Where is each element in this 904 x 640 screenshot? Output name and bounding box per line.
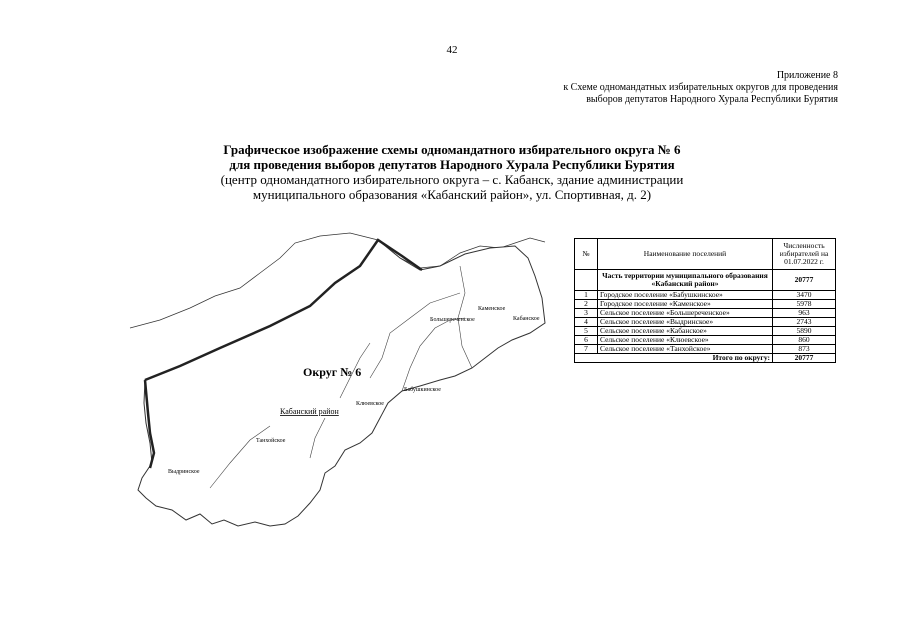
map-label-vydrinskoe: Выдринское (168, 469, 200, 475)
map-label-klyuevskoe: Клюевское (356, 401, 384, 407)
settlements-table (574, 238, 836, 363)
map-label-tankhoyskoe: Танхойское (256, 438, 286, 444)
row-no: 1 (575, 291, 598, 300)
total-count: 20777 (773, 354, 836, 363)
row-no: 5 (575, 327, 598, 336)
appendix-line: выборов депутатов Народного Хурала Республики Бурятия (586, 94, 838, 105)
row-name: Сельское поселение «Выдринское» (598, 318, 773, 327)
region-label: Кабанский район (280, 407, 339, 416)
row-name: Сельское поселение «Танхойское» (598, 345, 773, 354)
map-label-bolsherechenskoe: Большереченское (430, 317, 475, 323)
row-count: 2743 (773, 318, 836, 327)
row-no: 7 (575, 345, 598, 354)
row-no: 6 (575, 336, 598, 345)
document-title (0, 142, 904, 202)
row-count: 860 (773, 336, 836, 345)
row-name: Сельское поселение «Большереченское» (598, 309, 773, 318)
row-no: 3 (575, 309, 598, 318)
total-label: Итого по округу: (575, 354, 773, 363)
table-row-part (575, 270, 836, 291)
row-count: 5978 (773, 300, 836, 309)
title-line: для проведения выборов депутатов Народного Хурала Республики Бурятия (229, 157, 675, 172)
title-line: Графическое изображение схемы одномандатного избирательного округа № 6 (223, 142, 681, 157)
row-name: Городское поселение «Бабушкинское» (598, 291, 773, 300)
district-map (120, 228, 560, 558)
map-label-babushkinskoe: Бабушкинское (404, 387, 441, 393)
map-label-kamenskoe: Каменское (478, 306, 506, 312)
row-no: 2 (575, 300, 598, 309)
row-count: 5890 (773, 327, 836, 336)
part-count: 20777 (773, 270, 836, 291)
map-label-kabanskoe: Кабанское (513, 316, 540, 322)
row-name: Городское поселение «Каменское» (598, 300, 773, 309)
row-no: 4 (575, 318, 598, 327)
row-count: 3470 (773, 291, 836, 300)
appendix-line: к Схеме одномандатных избирательных округов для проведения (563, 82, 838, 93)
part-name: Часть территории муниципального образования «Кабанский район» (598, 270, 773, 291)
row-count: 963 (773, 309, 836, 318)
page-number: 42 (446, 44, 458, 56)
table-header-row (575, 239, 836, 270)
subtitle-line: муниципального образования «Кабанский район», ул. Спортивная, д. 2) (252, 187, 652, 202)
appendix-note (563, 70, 838, 106)
row-name: Сельское поселение «Кабанское» (598, 327, 773, 336)
row-count: 873 (773, 345, 836, 354)
header-no: № (575, 239, 598, 270)
subtitle-line: (центр одномандатного избирательного округа – с. Кабанск, здание администрации (220, 172, 684, 187)
table-row-total (575, 354, 836, 363)
district-boundary (138, 240, 545, 526)
header-count: Численность избирателей на 01.07.2022 г. (773, 239, 836, 270)
header-name: Наименование поселений (598, 239, 773, 270)
appendix-line: Приложение 8 (776, 70, 838, 81)
row-name: Сельское поселение «Клюевское» (598, 336, 773, 345)
district-label: Округ № 6 (303, 365, 362, 379)
